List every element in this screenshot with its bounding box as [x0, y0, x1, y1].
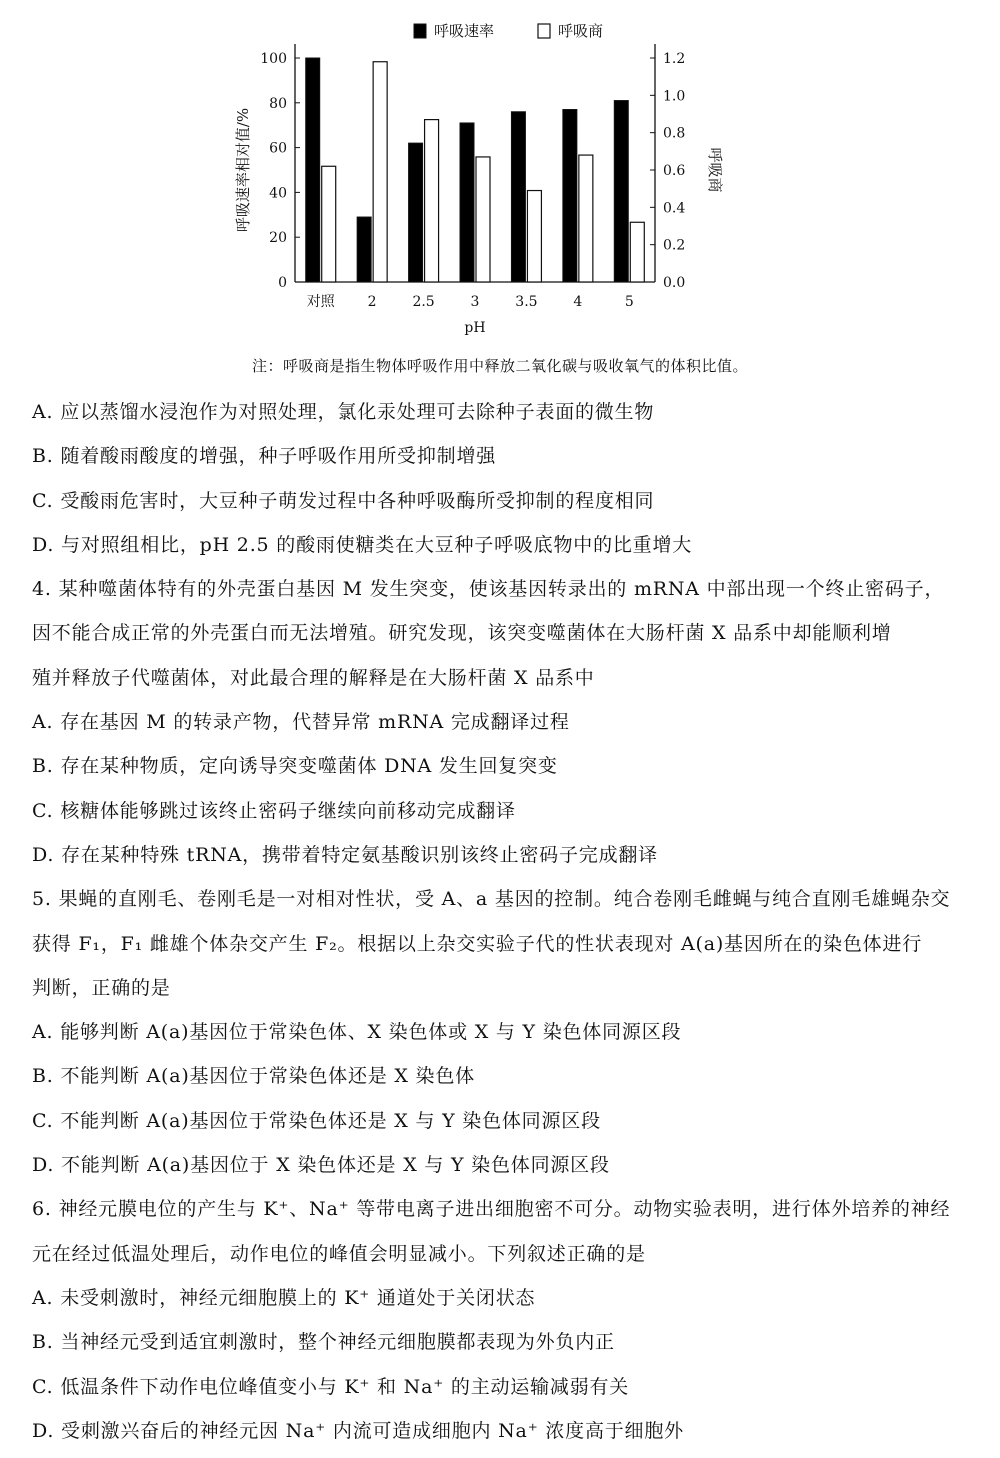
q4-stem-line-3: 殖并释放子代噬菌体，对此最合理的解释是在大肠杆菌 X 品系中 [32, 666, 595, 689]
x-tick-label: 5 [624, 294, 634, 310]
bar-respiratory-quotient [527, 191, 541, 282]
x-tick-label: 3 [470, 294, 480, 310]
q5-option-d: D. 不能判断 A(a)基因位于 X 染色体还是 X 与 Y 染色体同源区段 [32, 1154, 610, 1177]
bar-respiration-rate [409, 143, 423, 282]
legend-label-respiratory-quotient: 呼吸商 [558, 22, 604, 40]
bar-respiration-rate [614, 101, 628, 282]
q3-option-a: A. 应以蒸馏水浸泡作为对照处理，氯化汞处理可去除种子表面的微生物 [32, 401, 655, 423]
q6-option-b: B. 当神经元受到适宜刺激时，整个神经元细胞膜都表现为外负内正 [32, 1331, 615, 1354]
bar-respiratory-quotient [630, 222, 644, 282]
bar-respiratory-quotient [322, 166, 336, 282]
legend-label-respiration-rate: 呼吸速率 [434, 22, 495, 40]
q5-option-a: A. 能够判断 A(a)基因位于常染色体、X 染色体或 X 与 Y 染色体同源区段 [32, 1021, 682, 1044]
q3-option-b: B. 随着酸雨酸度的增强，种子呼吸作用所受抑制增强 [32, 445, 497, 468]
legend-swatch-respiration-rate [414, 24, 426, 38]
left-tick-label: 100 [260, 51, 287, 67]
left-axis-label: 呼吸速率相对值/% [234, 107, 252, 233]
bar-respiration-rate [511, 112, 525, 282]
q6-stem-line-1: 6. 神经元膜电位的产生与 K⁺、Na⁺ 等带电离子进出细胞密不可分。动物实验表明，进行体外培养的神经 [32, 1198, 951, 1221]
right-tick-label: 0.4 [663, 200, 686, 217]
bar-respiration-rate [563, 110, 577, 282]
q4-option-c: C. 核糖体能够跳过该终止密码子继续向前移动完成翻译 [32, 799, 516, 822]
chart-note: 注：呼吸商是指生物体呼吸作用中释放二氧化碳与吸收氧气的体积比值。 [251, 357, 748, 375]
q6-option-a: A. 未受刺激时，神经元细胞膜上的 K⁺ 通道处于关闭状态 [32, 1286, 536, 1309]
x-tick-label: 对照 [306, 294, 335, 310]
right-axis-label: 呼吸商 [706, 147, 724, 193]
right-tick-label: 1.0 [663, 88, 686, 105]
q4-option-d: D. 存在某种特殊 tRNA，携带着特定氨基酸识别该终止密码子完成翻译 [32, 843, 658, 866]
left-tick-label: 20 [269, 230, 287, 247]
left-tick-label: 0 [278, 275, 287, 291]
right-tick-label: 0.0 [663, 275, 686, 291]
q5-option-c: C. 不能判断 A(a)基因位于常染色体还是 X 与 Y 染色体同源区段 [32, 1109, 601, 1132]
right-tick-label: 0.6 [663, 163, 686, 179]
q4-stem-line-2: 因不能合成正常的外壳蛋白而无法增殖。研究发现，该突变噬菌体在大肠杆菌 X 品系中却能顺利增 [32, 622, 892, 645]
q3-option-d: D. 与对照组相比，pH 2.5 的酸雨使糖类在大豆种子呼吸底物中的比重增大 [32, 533, 693, 556]
right-tick-label: 0.2 [663, 237, 686, 254]
q5-stem-line-2: 获得 F₁，F₁ 雌雄个体杂交产生 F₂。根据以上杂交实验子代的性状表现对 A(a)基因所在的染色体进行 [32, 932, 923, 955]
right-tick-label: 1.2 [663, 51, 686, 67]
x-tick-label: 2 [367, 294, 377, 310]
q6-option-d: D. 受刺激兴奋后的神经元因 Na⁺ 内流可造成细胞内 Na⁺ 浓度高于细胞外 [32, 1419, 684, 1442]
x-tick-label: 4 [573, 294, 583, 310]
question-text [32, 390, 984, 1453]
q5-stem-line-3: 判断，正确的是 [32, 976, 171, 999]
bar-respiration-rate [460, 123, 474, 282]
left-tick-label: 60 [269, 140, 287, 157]
q5-stem-line-1: 5. 果蝇的直刚毛、卷刚毛是一对相对性状，受 A、a 基因的控制。纯合卷刚毛雌蝇与纯合直刚毛雄蝇杂交 [32, 888, 951, 911]
q4-option-a: A. 存在基因 M 的转录产物，代替异常 mRNA 完成翻译过程 [32, 711, 570, 734]
bar-respiratory-quotient [373, 62, 387, 282]
respiration-chart [180, 14, 724, 350]
q4-option-b: B. 存在某种物质，定向诱导突变噬菌体 DNA 发生回复突变 [32, 755, 558, 778]
x-axis-label: pH [464, 320, 486, 336]
bar-respiration-rate [306, 58, 320, 282]
bar-respiration-rate [357, 217, 371, 282]
right-tick-label: 0.8 [663, 125, 686, 142]
left-tick-label: 80 [269, 95, 287, 112]
q6-stem-line-2: 元在经过低温处理后，动作电位的峰值会明显减小。下列叙述正确的是 [32, 1242, 646, 1265]
q3-option-c: C. 受酸雨危害时，大豆种子萌发过程中各种呼吸酶所受抑制的程度相同 [32, 489, 655, 512]
q5-option-b: B. 不能判断 A(a)基因位于常染色体还是 X 染色体 [32, 1065, 475, 1088]
x-tick-label: 3.5 [515, 294, 538, 310]
legend-swatch-respiratory-quotient [538, 24, 550, 38]
left-tick-label: 40 [269, 185, 287, 202]
q6-option-c: C. 低温条件下动作电位峰值变小与 K⁺ 和 Na⁺ 的主动运输减弱有关 [32, 1375, 630, 1398]
x-tick-label: 2.5 [412, 294, 435, 310]
bar-respiratory-quotient [425, 120, 439, 282]
bar-respiratory-quotient [476, 157, 490, 282]
q4-stem-line-1: 4. 某种噬菌体特有的外壳蛋白基因 M 发生突变，使该基因转录出的 mRNA 中部出现一个终止密码子， [32, 578, 945, 601]
bar-respiratory-quotient [579, 155, 593, 282]
